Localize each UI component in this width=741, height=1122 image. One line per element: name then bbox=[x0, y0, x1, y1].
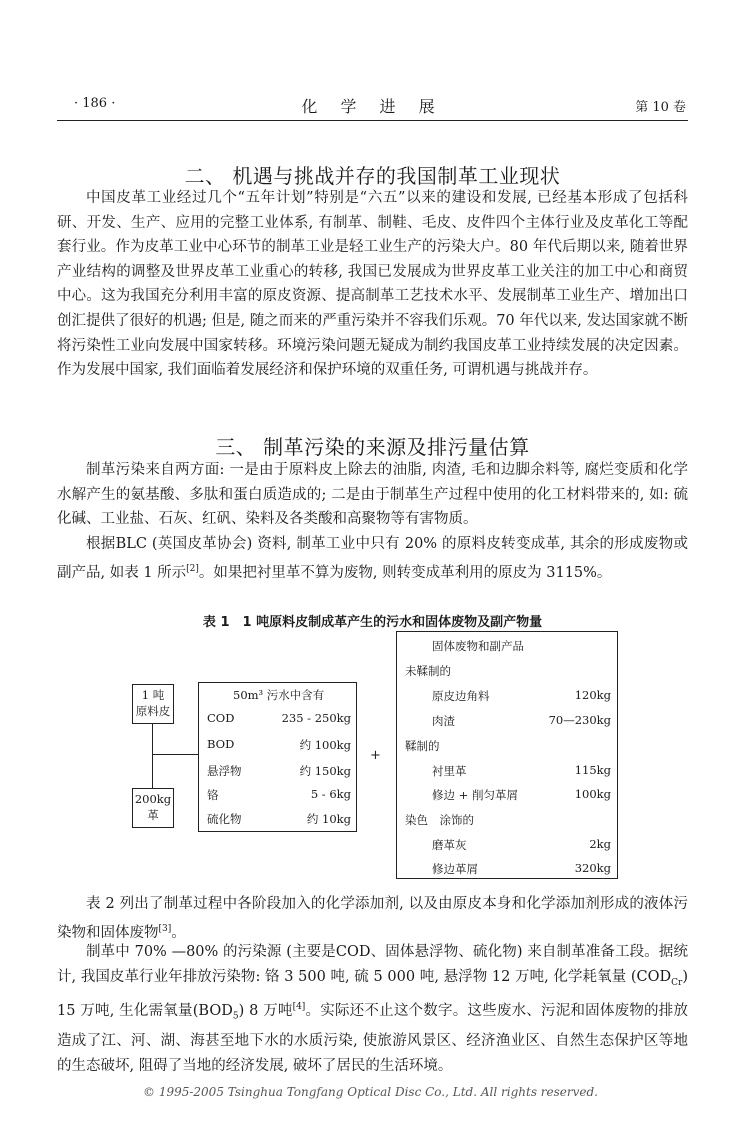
solid-waste-item-name: 肉渣 bbox=[432, 714, 455, 728]
solid-waste-item-name: 磨革灰 bbox=[432, 838, 467, 852]
solid-waste-item-name: 衬里革 bbox=[432, 764, 467, 778]
citation-ref: [3] bbox=[158, 923, 172, 934]
leather-box bbox=[132, 788, 174, 828]
wastewater-title: 50m³ 污水中含有 bbox=[233, 688, 325, 702]
wastewater-item-name: 硫化物 bbox=[207, 812, 242, 826]
wastewater-item-name: COD bbox=[207, 711, 235, 725]
solid-waste-item-value: 70—230kg bbox=[548, 713, 611, 727]
citation-ref: [4] bbox=[292, 1002, 306, 1013]
wastewater-box bbox=[198, 682, 357, 832]
solid-waste-item-value: 120kg bbox=[574, 688, 611, 702]
wastewater-item-value: 约 10kg bbox=[306, 812, 351, 826]
connector-vertical bbox=[152, 722, 153, 788]
table-2-intro-paragraph: 表 2 列出了制革过程中各阶段加入的化学添加剂, 以及由原皮本身和化学添加剂形成的液体污染物和固体废物[3]。 bbox=[57, 896, 688, 941]
wastewater-item-name: 悬浮物 bbox=[207, 764, 242, 778]
journal-title: 化 学 进 展 bbox=[301, 97, 444, 116]
solid-waste-item-name: 修边革屑 bbox=[432, 862, 478, 876]
solid-waste-item-value: 2kg bbox=[589, 837, 611, 851]
table-1-caption: 表 1 1 吨原料皮制成革产生的污水和固体废物及副产物量 bbox=[202, 615, 543, 630]
section-3-paragraph-1: 制革污染来自两方面: 一是由于原料皮上除去的油脂, 肉渣, 毛和边脚余料等, 腐烂变质和化学水解产生的氨基酸、多肽和蛋白质造成的; 二是由于制革生产过程中使用的化工材料带来的, 如: 硫化碱、工业盐、石灰、红矾、染料及各类酸和高聚物等有害物质。 bbox=[57, 462, 688, 528]
solid-waste-item-name: 修边 + 削匀革屑 bbox=[432, 788, 518, 802]
plus-sign: + bbox=[370, 748, 381, 763]
solid-waste-item-name: 原皮边角料 bbox=[432, 689, 490, 703]
solid-waste-item-value: 320kg bbox=[574, 861, 611, 875]
wastewater-item-name: 铬 bbox=[207, 788, 219, 802]
leather-label: 200kg 革 bbox=[134, 792, 172, 822]
section-3-paragraph-2: 根据BLC (英国皮革协会) 资料, 制革工业中只有 20% 的原料皮转变成革, 其余的形成废物或副产品, 如表 1 所示[2]。如果把衬里革不算为废物, 则转变成革利用的原皮为 3115%。 bbox=[57, 536, 688, 581]
wastewater-item-value: 约 150kg bbox=[299, 764, 351, 778]
citation-ref: [2] bbox=[186, 563, 199, 574]
section-2-paragraph: 中国皮革工业经过几个“五年计划”特别是“六五”以来的建设和发展, 已经基本形成了包括科研、开发、生产、应用的完整工业体系, 有制革、制鞋、毛皮、皮件四个主体行业及皮革化工等配套行业。作为皮革工业中心环节的制革工业是轻工业生产的污染大户。80 年代后期以来, 随着世界产业结构的调整及世界皮革工业重心的转移, 我国已发展成为世界皮革工业关注的加工中心和商贸中心。这为我国充分利用丰富的原皮资源、提高制革工艺技术水平、发展制革工业生产、增加出口创汇提供了很好的机遇; 但是, 随之而来的严重污染并不容我们乐观。70 年代以来, 发达国家就不断将污染性工业向发展中国家转移。环境污染问题无疑成为制约我国皮革工业持续发展的决定因素。作为发展中国家, 我们面临着发展经济和保护环境的双重任务, 可谓机遇与挑战并存。 bbox=[57, 190, 688, 379]
solid-waste-title: 固体废物和副产品 bbox=[432, 639, 524, 653]
solid-waste-item-value: 115kg bbox=[574, 763, 611, 777]
wastewater-item-value: 5 - 6kg bbox=[310, 787, 351, 801]
section-3-heading: 三、 制革污染的来源及排污量估算 bbox=[215, 435, 530, 459]
pollution-statistics-paragraph: 制革中 70% —80% 的污染源 (主要是COD、固体悬浮物、硫化物) 来自制革准备工段。据统计, 我国皮革行业年排放污染物: 铬 3 500 吨, 硫 5 000 吨, 悬浮物 12 万吨, 化学耗氧量 $(COD_{Cr})$ 15 万吨, 生化需氧量$(BOD_5)$ 8 万吨[4]。实际还不止这个数字。这些废水、污泥和固体废物的排放造成了江、河、湖、海甚至地下水的水质污染, 使旅游风景区、经济渔业区、自然生态保护区等地的生态破坏, 阻碍了当地的经济发展, 破坏了居民的生活环境。 bbox=[57, 944, 688, 1074]
solid-waste-item-value: 100kg bbox=[574, 787, 611, 801]
connector-horizontal bbox=[152, 754, 198, 755]
section-2-heading: 二、 机遇与挑战并存的我国制革工业现状 bbox=[184, 164, 561, 188]
solid-waste-group: 染色 涂饰的 bbox=[405, 813, 474, 827]
wastewater-item-name: BOD bbox=[207, 737, 235, 751]
page-number: · 186 · bbox=[74, 96, 116, 111]
solid-waste-group: 未鞣制的 bbox=[405, 664, 451, 678]
solid-waste-box bbox=[396, 631, 618, 879]
wastewater-item-value: 235 - 250kg bbox=[281, 711, 351, 725]
raw-hide-label: 1 吨 原料皮 bbox=[135, 688, 171, 718]
volume-label: 第 10 卷 bbox=[635, 100, 686, 115]
solid-waste-group: 鞣制的 bbox=[405, 739, 440, 753]
raw-hide-box bbox=[132, 684, 174, 724]
wastewater-item-value: 约 100kg bbox=[299, 738, 351, 752]
copyright-footer: © 1995-2005 Tsinghua Tongfang Optical Disc Co., Ltd. All rights reserved. bbox=[143, 1085, 598, 1099]
